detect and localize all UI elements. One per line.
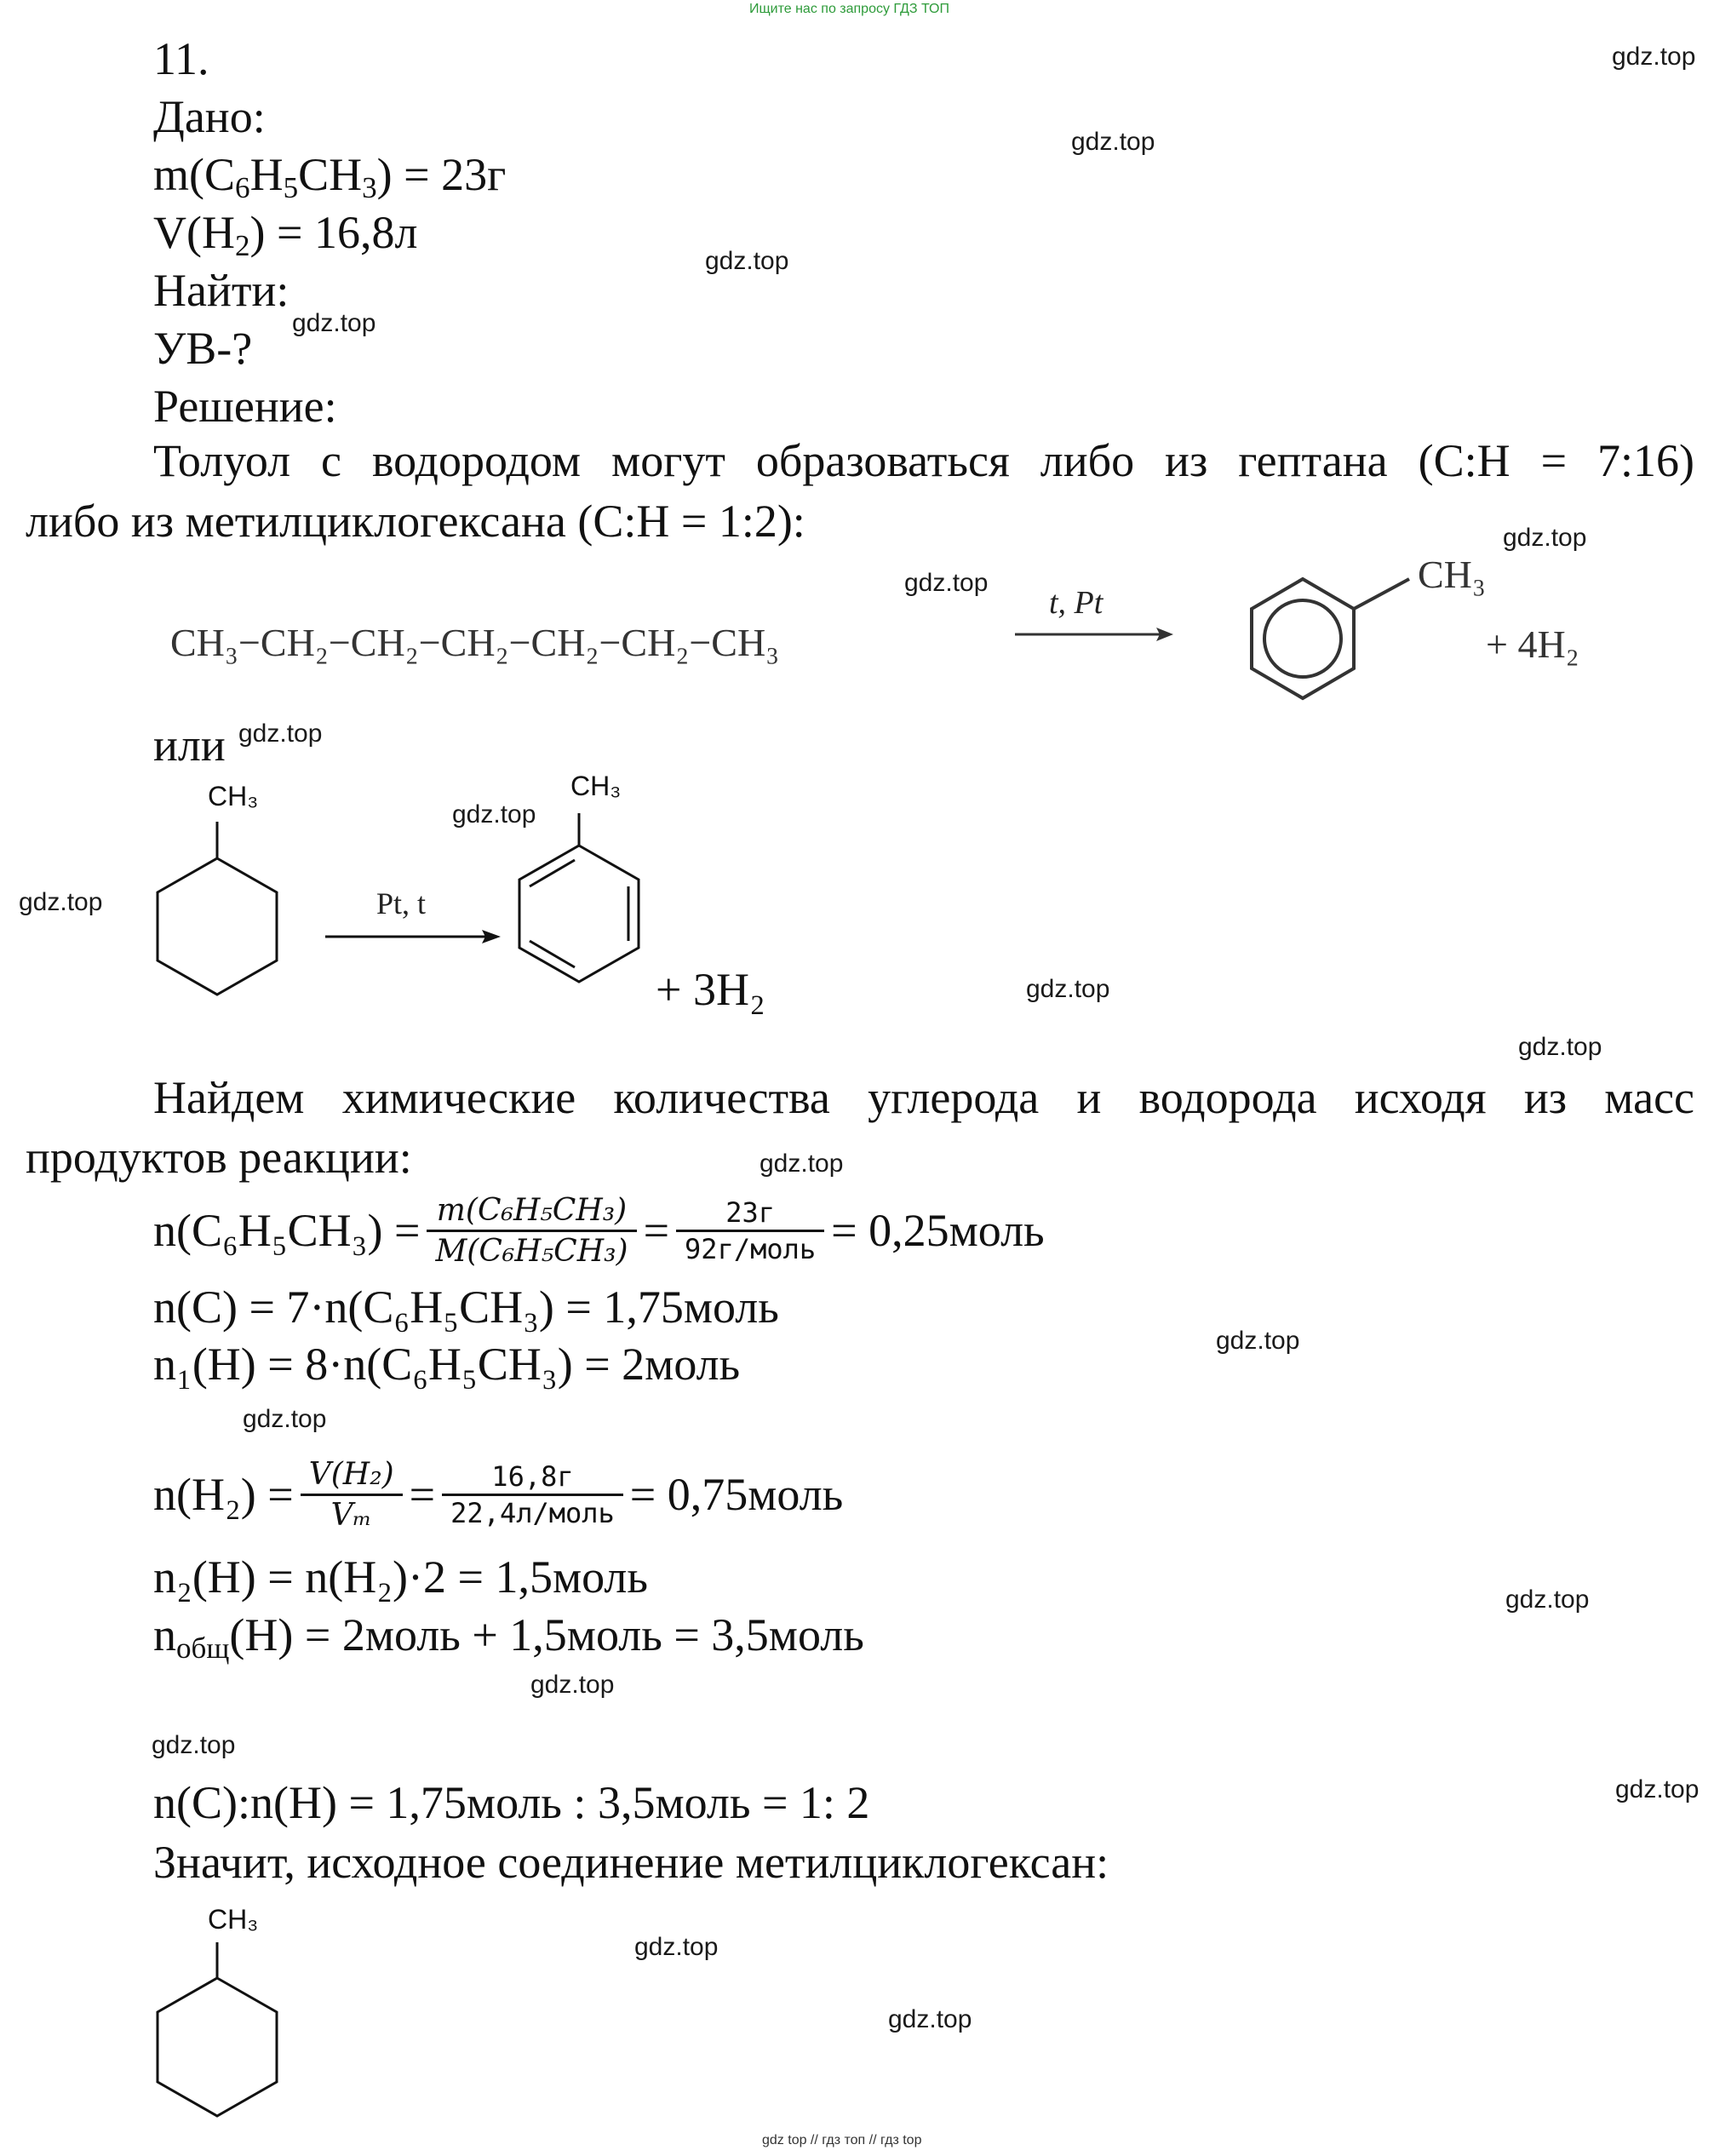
or-label: или xyxy=(153,720,226,771)
scheme2-product: + 3H₂ xyxy=(656,964,765,1015)
watermark: gdz.top xyxy=(1612,43,1696,71)
watermark: gdz.top xyxy=(634,1933,719,1961)
watermark: gdz.top xyxy=(1615,1775,1700,1803)
watermark: gdz.top xyxy=(452,800,536,829)
scheme2-methyl-right: CH₃ xyxy=(570,771,622,801)
para2-line-2: продуктов реакции: xyxy=(26,1132,412,1183)
solution-label: Решение: xyxy=(153,381,337,432)
watermark: gdz.top xyxy=(238,720,323,748)
scheme2-arrow xyxy=(324,924,502,949)
watermark: gdz.top xyxy=(292,309,376,337)
watermark: gdz.top xyxy=(1518,1033,1602,1061)
toluene-ring-1 xyxy=(1218,553,1422,724)
watermark: gdz.top xyxy=(1071,128,1155,156)
problem-number: 11. xyxy=(153,33,209,84)
para2-line-1: Найдем химические количества углерода и водорода исходя из масс xyxy=(153,1072,1694,1123)
bottom-banner: gdz top // гдз топ // гдз top xyxy=(762,2133,922,2147)
eq-n-h2: n(H₂) = $\frac{\text{V(H₂)}}{\text{Vₘ}}$ = $\frac{16,8г}{\text{22,4л/моль}}$ = 0,75моль xyxy=(153,1456,844,1533)
scheme1-methyl: CH₃ xyxy=(1418,553,1486,596)
watermark: gdz.top xyxy=(19,888,103,916)
eq-n-carbon: n(C) = 7·n(C₆H₅CH₃) = 1,75моль xyxy=(153,1282,779,1333)
scheme1-product: + 4H₂ xyxy=(1486,622,1579,666)
conclusion: Значит, исходное соединение метилциклогексан: xyxy=(153,1837,1109,1888)
eq-n1-hydrogen: n₁(H) = 8·n(C₆H₅CH₃) = 2моль xyxy=(153,1339,741,1390)
top-banner: Ищите нас по запросу ГДЗ ТОП xyxy=(749,2,949,16)
watermark: gdz.top xyxy=(530,1671,615,1699)
given-mass: $m(C_6H_5CH_3) = 23г$ xyxy=(153,149,507,204)
scheme1-condition: t, Pt xyxy=(1049,585,1103,621)
scheme2-methyl-left: CH₃ xyxy=(208,781,259,811)
intro-line-1: Толуол с водородом могут образоваться либо из гептана (C:H = 7:16) xyxy=(153,435,1694,486)
watermark: gdz.top xyxy=(760,1150,844,1178)
watermark: gdz.top xyxy=(904,569,989,597)
watermark: gdz.top xyxy=(888,2005,972,2033)
watermark: gdz.top xyxy=(1505,1585,1590,1614)
given-volume: $V(H_2) = 16,8л$ xyxy=(153,207,418,262)
intro-line-2: либо из метилциклогексана (C:H = 1:2): xyxy=(26,496,805,547)
scheme2-condition: Pt, t xyxy=(376,886,427,920)
final-methyl: CH₃ xyxy=(208,1904,259,1935)
cyclohexane-ring xyxy=(149,813,294,1001)
watermark: gdz.top xyxy=(1026,975,1110,1003)
eq-ratio: n(C):n(H) = 1,75моль : 3,5моль = 1: 2 xyxy=(153,1777,870,1828)
eq-n2-hydrogen: n₂(H) = n(H₂)·2 = 1,5моль xyxy=(153,1551,649,1603)
watermark: gdz.top xyxy=(1216,1327,1300,1355)
given-label: Дано: xyxy=(153,91,266,142)
toluene-ring-2 xyxy=(511,805,656,992)
find-value: УВ-? xyxy=(153,323,253,374)
watermark: gdz.top xyxy=(705,247,789,275)
heptane-formula: CH₃−CH₂−CH₂−CH₂−CH₂−CH₂−CH₃ xyxy=(170,621,780,664)
final-cyclohexane-ring xyxy=(149,1935,294,2131)
watermark: gdz.top xyxy=(243,1405,327,1433)
watermark: gdz.top xyxy=(152,1731,236,1759)
find-label: Найти: xyxy=(153,265,289,316)
eq-n-toluene: n(C₆H₅CH₃) = $\frac{\text{m(C₆H₅CH₃)}}{\text{M(C₆H₅CH₃)}}$ = $\frac{23г}{\text{92г/моль}}$ = 0,25моль xyxy=(153,1192,1045,1269)
watermark: gdz.top xyxy=(1503,524,1587,552)
scheme1-arrow xyxy=(1013,622,1175,647)
eq-n-total-hydrogen: $n_{общ}(H)$ = 2моль + 1,5моль = 3,5моль xyxy=(153,1609,864,1665)
